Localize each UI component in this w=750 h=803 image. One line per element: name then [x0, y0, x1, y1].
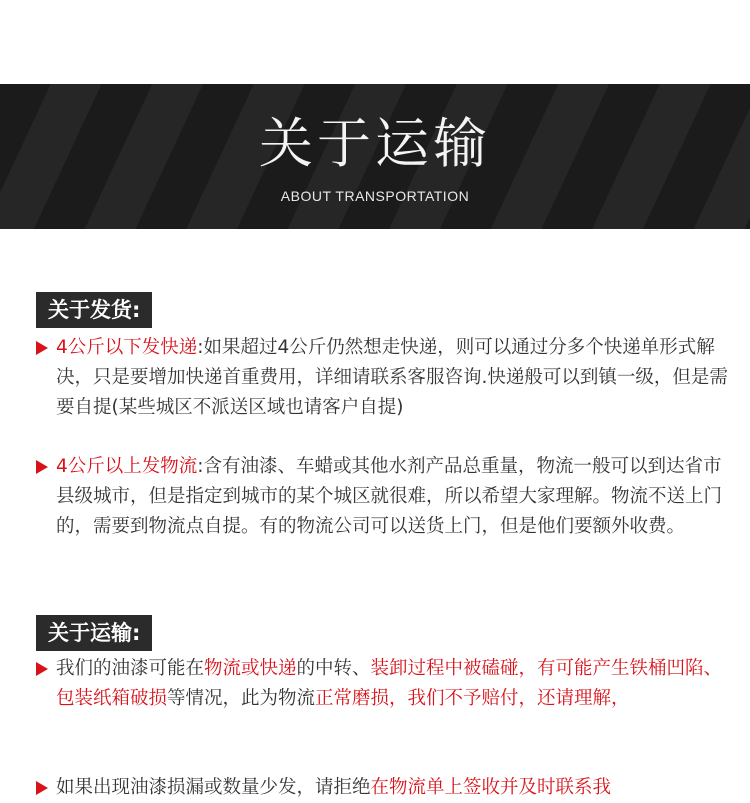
list-item-leak: [36, 773, 736, 803]
triangle-bullet-icon: [36, 662, 48, 676]
highlight-text: 在物流单上签收并及时联系我: [370, 777, 612, 798]
body-text: 等情况，此为物流: [167, 688, 316, 709]
page-title: 关于运输: [259, 112, 491, 175]
section-heading-transport: 关于运输:: [36, 615, 152, 651]
list-item-express: [36, 333, 736, 423]
header-banner: [0, 84, 750, 229]
triangle-bullet-icon: [36, 341, 48, 355]
highlight-text: 正常磨损，我们不予赔付，还请理解，: [315, 688, 630, 709]
body-text: 的中转、: [296, 658, 371, 679]
page-subtitle: ABOUT TRANSPORTATION: [280, 188, 470, 204]
body-text: :如果超过4公斤仍然想走快递，则可以通过分多个快递单形式解决，只是要增加快递首重费用，详细请联系客服咨询.快递般可以到镇一级，但是需要自提(某些城区不派送区域也请客户自提): [56, 337, 728, 418]
paragraph-text: [56, 654, 736, 714]
body-text: 我们的油漆可能在: [56, 658, 205, 679]
body-text: :含有油漆、车蜡或其他水剂产品总重量，物流一般可以到达省市县级城市，但是指定到城市的某个城区就很难，所以希望大家理解。物流不送上门的，需要到物流点自提。有的物流公司可以送货上门，但是他们要额外收费。: [56, 456, 723, 537]
list-item-logistics: [36, 452, 736, 542]
highlight-text: 4公斤以下发快递: [56, 337, 198, 358]
paragraph-text: [56, 452, 736, 542]
section-heading-shipping: 关于发货:: [36, 292, 152, 328]
paragraph-text: [56, 773, 736, 803]
triangle-bullet-icon: [36, 781, 48, 795]
list-item-damage: [36, 654, 736, 714]
triangle-bullet-icon: [36, 460, 48, 474]
highlight-text: 4公斤以上发物流: [56, 456, 198, 477]
paragraph-text: [56, 333, 736, 423]
highlight-text: 物流或快递: [204, 658, 297, 679]
highlight-text: 装卸过程中被磕碰，有可能产生铁桶凹陷、包装纸箱破损: [56, 658, 723, 709]
body-text: 如果出现油漆损漏或数量少发，请拒绝: [56, 777, 371, 798]
